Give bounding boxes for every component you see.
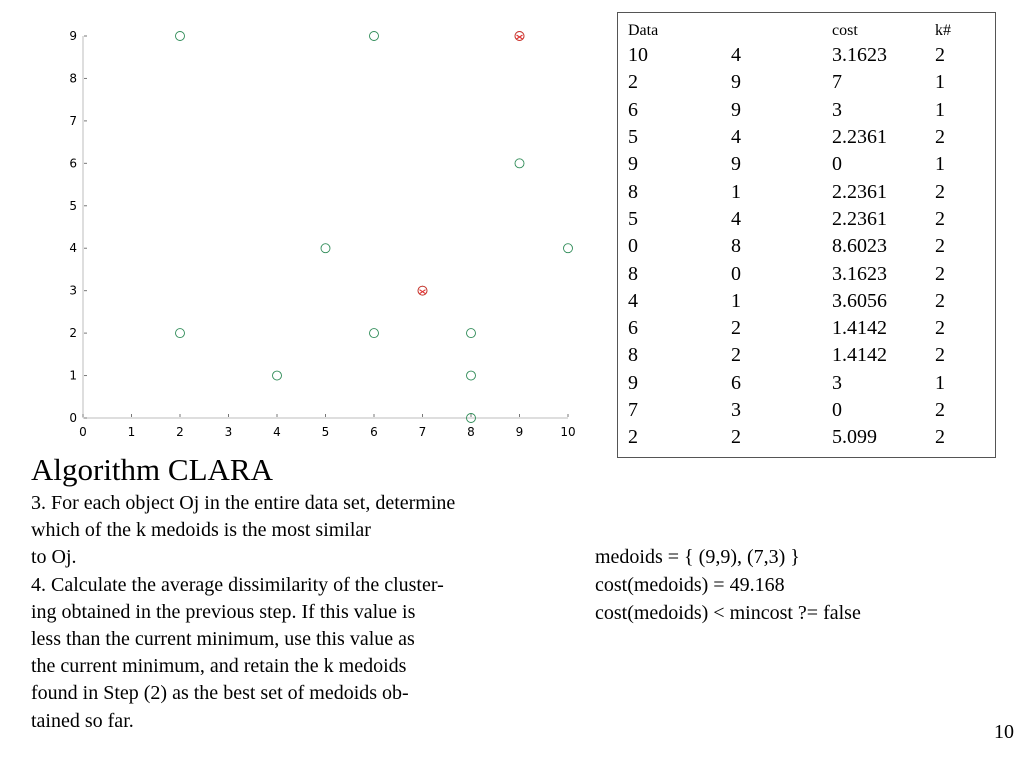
table-cell: 0	[832, 399, 842, 421]
table-cell: 2	[935, 262, 945, 285]
table-cell: 3	[731, 399, 741, 421]
table-cell: 1.4142	[832, 317, 887, 340]
algorithm-line: ing obtained in the previous step. If this value is	[31, 600, 416, 623]
algorithm-line: found in Step (2) as the best set of medoids ob-	[31, 682, 409, 705]
table-header-row	[628, 20, 995, 42]
header-blank	[731, 20, 832, 42]
table-cell: 9	[731, 71, 741, 94]
table-cell: 2.2361	[832, 180, 887, 203]
table-cell: 2	[935, 344, 945, 367]
x-tick-label: 8	[467, 425, 475, 439]
data-point	[515, 159, 524, 168]
header-cluster: k#	[935, 22, 951, 39]
algorithm-line: which of the k medoids is the most similar	[31, 519, 371, 542]
x-tick-label: 10	[560, 425, 576, 439]
table-cell: 2	[935, 235, 945, 258]
table-row	[628, 424, 995, 451]
table-cell: 8	[731, 235, 741, 258]
y-tick-label: 9	[69, 29, 77, 43]
table-body	[628, 42, 995, 451]
table-row	[628, 370, 995, 397]
x-tick-label: 6	[370, 425, 378, 439]
medoid-point	[515, 32, 524, 41]
table-cell: 3.1623	[832, 44, 887, 67]
table-cell: 2	[628, 71, 638, 94]
table-cell: 5	[628, 126, 638, 149]
x-tick-label: 7	[418, 425, 427, 439]
table-cell: 9	[628, 371, 638, 394]
table-cell: 2.2361	[832, 126, 887, 149]
table-row	[628, 260, 995, 287]
table-cell: 8	[628, 344, 638, 367]
algorithm-line: 3. For each object Oj in the entire data set, determine	[31, 492, 456, 514]
table-cell: 1	[731, 289, 741, 312]
medoid-cross	[420, 290, 426, 294]
table-cell: 6	[731, 371, 741, 394]
x-tick-label: 2	[176, 425, 184, 439]
table-cell: 2	[935, 126, 945, 149]
table-cell: 6	[628, 317, 638, 340]
table-cell: 2	[628, 426, 638, 449]
data-point	[273, 371, 282, 380]
table-row	[628, 97, 995, 124]
header-data: Data	[628, 22, 659, 39]
scatter-plot	[60, 20, 590, 445]
table-cell: 4	[731, 207, 741, 230]
table-row	[628, 397, 995, 424]
table-row	[628, 151, 995, 178]
table-cell: 1	[935, 371, 945, 394]
table-cell: 0	[731, 262, 741, 285]
x-tick-label: 3	[224, 425, 233, 439]
data-point	[176, 329, 185, 338]
medoid-markers	[418, 32, 524, 296]
table-cell: 10	[628, 44, 648, 67]
table-cell: 3	[832, 98, 842, 121]
y-tick-label: 8	[69, 71, 77, 86]
data-table-panel	[617, 12, 996, 458]
table-cell: 0	[832, 153, 842, 176]
table-cell: 1	[935, 153, 945, 176]
data-table	[628, 20, 995, 451]
data-point	[176, 32, 185, 41]
table-cell: 0	[628, 235, 638, 258]
data-point	[467, 329, 476, 338]
y-tick-label: 6	[69, 156, 77, 171]
table-cell: 2	[935, 399, 945, 421]
algorithm-line: 4. Calculate the average dissimilarity of the cluster-	[31, 573, 444, 596]
data-point	[370, 329, 379, 338]
medoid-point	[418, 286, 427, 295]
table-cell: 7	[832, 71, 842, 94]
medoids-text: medoids = { (9,9), (7,3) }	[595, 546, 800, 568]
table-cell: 8	[628, 180, 638, 203]
medoid-info	[595, 543, 861, 627]
table-cell: 2	[935, 289, 945, 312]
axis-ticks	[69, 29, 575, 439]
y-tick-label: 4	[69, 241, 77, 256]
medoid-cross	[517, 35, 523, 39]
table-cell: 2	[731, 344, 741, 367]
table-cell: 3	[832, 371, 842, 394]
cost-text: cost(medoids) = 49.168	[595, 574, 785, 596]
algorithm-line: to Oj.	[31, 546, 77, 569]
table-row	[628, 206, 995, 233]
table-row	[628, 342, 995, 369]
table-cell: 1.4142	[832, 344, 887, 367]
table-cell: 4	[731, 44, 741, 67]
table-cell: 2	[935, 317, 945, 340]
x-tick-label: 9	[515, 425, 524, 439]
algorithm-line: tained so far.	[31, 709, 134, 732]
table-cell: 6	[628, 98, 638, 121]
table-row	[628, 69, 995, 96]
table-cell: 2.2361	[832, 207, 887, 230]
y-tick-label: 5	[69, 198, 77, 213]
table-cell: 4	[731, 126, 741, 149]
data-point	[321, 244, 330, 253]
table-row	[628, 124, 995, 151]
table-cell: 2	[935, 44, 945, 67]
y-tick-label: 2	[69, 326, 77, 341]
table-row	[628, 178, 995, 205]
table-cell: 7	[628, 399, 638, 421]
x-tick-label: 4	[273, 425, 281, 439]
algorithm-steps	[31, 490, 551, 735]
table-cell: 5	[628, 207, 638, 230]
compare-text: cost(medoids) < mincost ?= false	[595, 602, 861, 624]
data-points	[176, 32, 573, 423]
table-row	[628, 315, 995, 342]
header-cost: cost	[832, 22, 858, 39]
table-cell: 8.6023	[832, 235, 887, 258]
table-cell: 8	[628, 262, 638, 285]
data-point	[564, 244, 573, 253]
y-tick-label: 0	[69, 411, 77, 425]
y-tick-label: 3	[69, 283, 77, 298]
algorithm-line: less than the current minimum, use this value as	[31, 628, 415, 651]
algorithm-title: Algorithm CLARA	[31, 452, 273, 487]
page-number: 10	[994, 721, 1014, 743]
x-tick-label: 0	[79, 425, 87, 439]
y-tick-label: 1	[69, 368, 77, 383]
table-cell: 2	[935, 426, 945, 449]
table-cell: 9	[731, 153, 741, 176]
table-cell: 3.1623	[832, 262, 887, 285]
y-tick-label: 7	[69, 113, 77, 128]
table-cell: 1	[731, 180, 741, 203]
table-row	[628, 233, 995, 260]
table-cell: 5.099	[832, 426, 877, 449]
table-row	[628, 288, 995, 315]
table-cell: 1	[935, 71, 945, 94]
table-cell: 9	[731, 98, 741, 121]
table-cell: 9	[628, 153, 638, 176]
algorithm-line: the current minimum, and retain the k medoids	[31, 655, 407, 678]
data-point	[370, 32, 379, 41]
table-row	[628, 42, 995, 69]
table-cell: 2	[935, 207, 945, 230]
table-cell: 1	[935, 98, 945, 121]
data-point	[467, 371, 476, 380]
table-cell: 3.6056	[832, 289, 887, 312]
table-cell: 4	[628, 289, 638, 312]
x-tick-label: 5	[321, 425, 330, 439]
x-tick-label: 1	[127, 425, 136, 439]
table-cell: 2	[731, 426, 741, 449]
table-cell: 2	[935, 180, 945, 203]
table-cell: 2	[731, 317, 741, 340]
